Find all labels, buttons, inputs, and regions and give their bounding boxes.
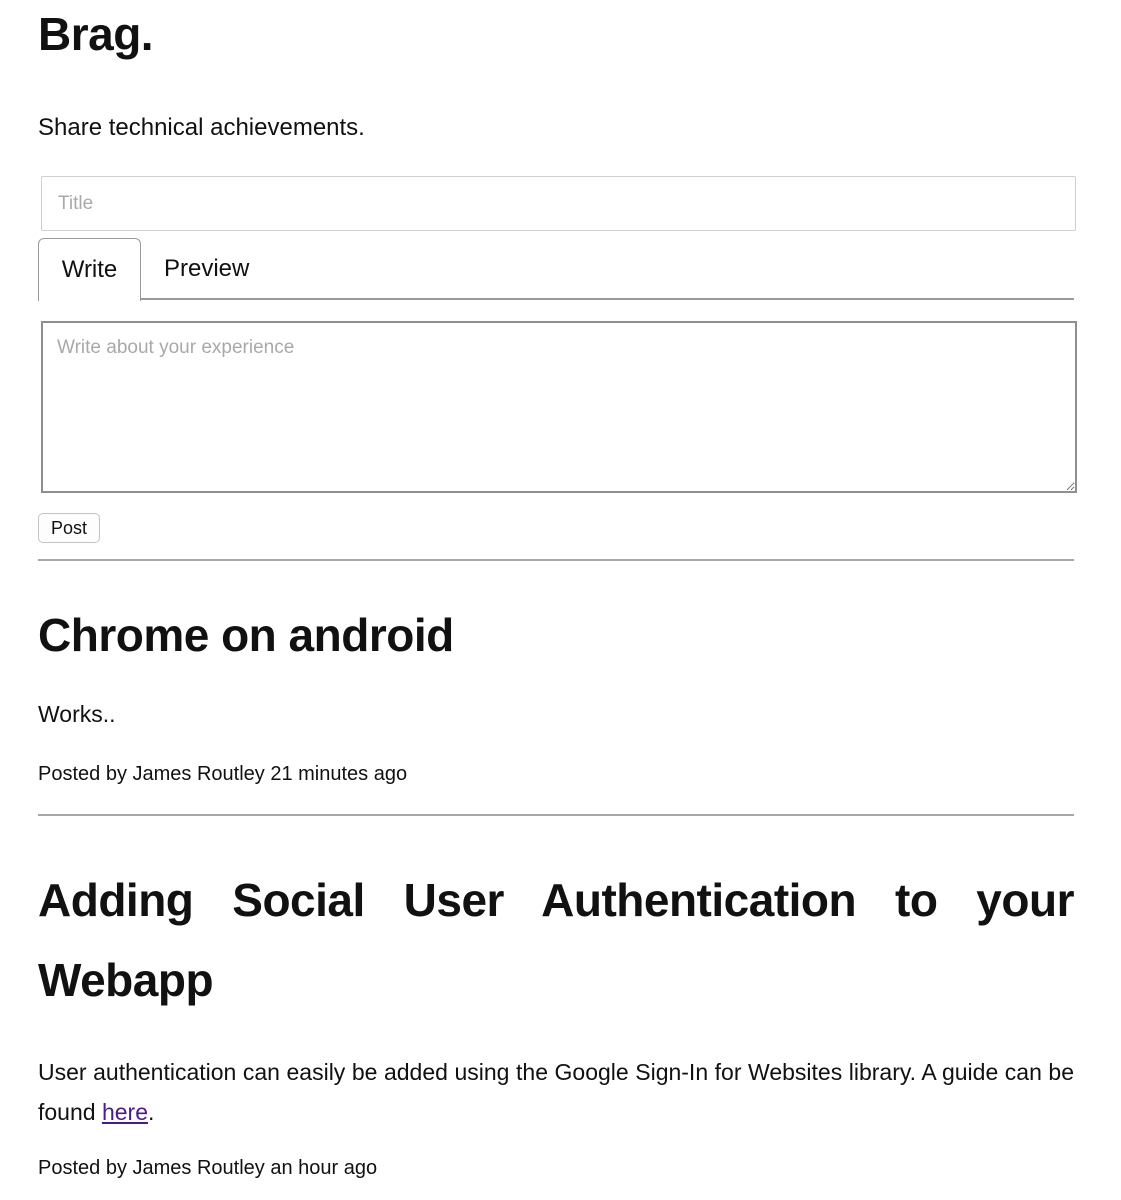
post-meta: Posted by James Routley an hour ago: [38, 1157, 378, 1179]
post: [38, 860, 1073, 1180]
post: [38, 609, 1073, 786]
post-body: Works..: [38, 701, 116, 727]
post-body: [38, 1052, 1074, 1132]
post-meta: Posted by James Routley 21 minutes ago: [38, 763, 408, 785]
site-title: Brag.: [38, 8, 154, 60]
title-input[interactable]: [41, 176, 1076, 231]
divider: [38, 814, 1074, 816]
tab-write[interactable]: Write: [38, 238, 141, 301]
tab-preview[interactable]: Preview: [164, 255, 250, 282]
post-button[interactable]: Post: [38, 513, 100, 543]
post-title: Adding Social User Authentication to your Webapp: [38, 874, 1074, 1006]
editor-tabs: [38, 238, 1074, 300]
post-body-end: .: [148, 1099, 155, 1125]
divider: [38, 559, 1074, 561]
post-title: Chrome on android: [38, 609, 454, 661]
post-body-text: User authentication can easily be added using the Google Sign-In for Websites library. A guide can be found: [38, 1059, 1074, 1125]
body-textarea[interactable]: [41, 321, 1077, 493]
site-tagline: Share technical achievements.: [38, 114, 365, 141]
guide-link[interactable]: here: [101, 1099, 148, 1125]
